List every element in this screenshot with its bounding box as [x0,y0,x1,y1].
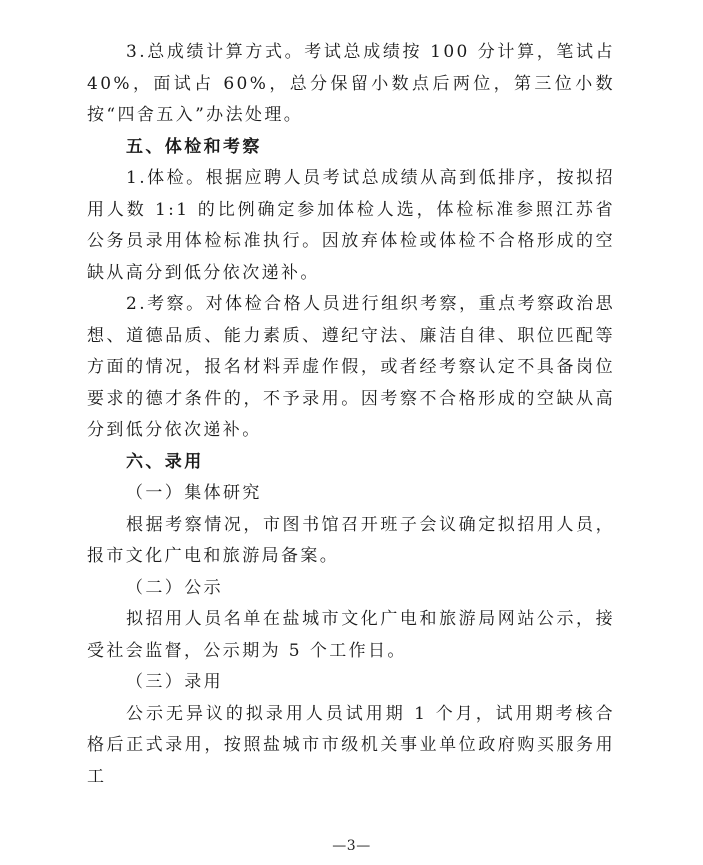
paragraph-score-calculation: 3.总成绩计算方式。考试总成绩按 100 分计算，笔试占 40%，面试占 60%，总分保留小数点后两位，第三位小数按“四舍五入”办法处理。 [87,42,615,125]
document-body [87,37,615,793]
subheading-employment: （三）录用 [126,672,223,692]
subheading-publicity: （二）公示 [126,577,223,598]
section-heading-physical-exam: 五、体检和考察 [126,136,262,157]
section-heading-employment: 六、录用 [126,451,204,472]
paragraph-inspection: 2.考察。对体检合格人员进行组织考察，重点考察政治思想、道德品质、能力素质、遵纪守法、廉洁自律、职位匹配等方面的情况，报名材料弄虚作假，或者经考察认定不具备岗位要求的德才条件的，不予录用。因考察不合格形成的空缺从高分到低分依次递补。 [87,294,615,440]
page-number: —3— [332,838,371,854]
subheading-collective-research: （一）集体研究 [126,483,262,503]
paragraph-physical-exam: 1.体检。根据应聘人员考试总成绩从高到低排序，按拟招用人数 1:1 的比例确定参加体检人选，体检标准参照江苏省公务员录用体检标准执行。因放弃体检或体检不合格形成的空缺从高分到低分依次递补。 [87,168,615,283]
paragraph-employment: 公示无异议的拟录用人员试用期 1 个月，试用期考核合格后正式录用，按照盐城市市级机关事业单位政府购买服务用工 [87,703,615,787]
paragraph-publicity: 拟招用人员名单在盐城市文化广电和旅游局网站公示，接受社会监督，公示期为 5 个工作日。 [87,609,615,661]
paragraph-collective-research: 根据考察情况，市图书馆召开班子会议确定拟招用人员，报市文化广电和旅游局备案。 [87,514,615,566]
